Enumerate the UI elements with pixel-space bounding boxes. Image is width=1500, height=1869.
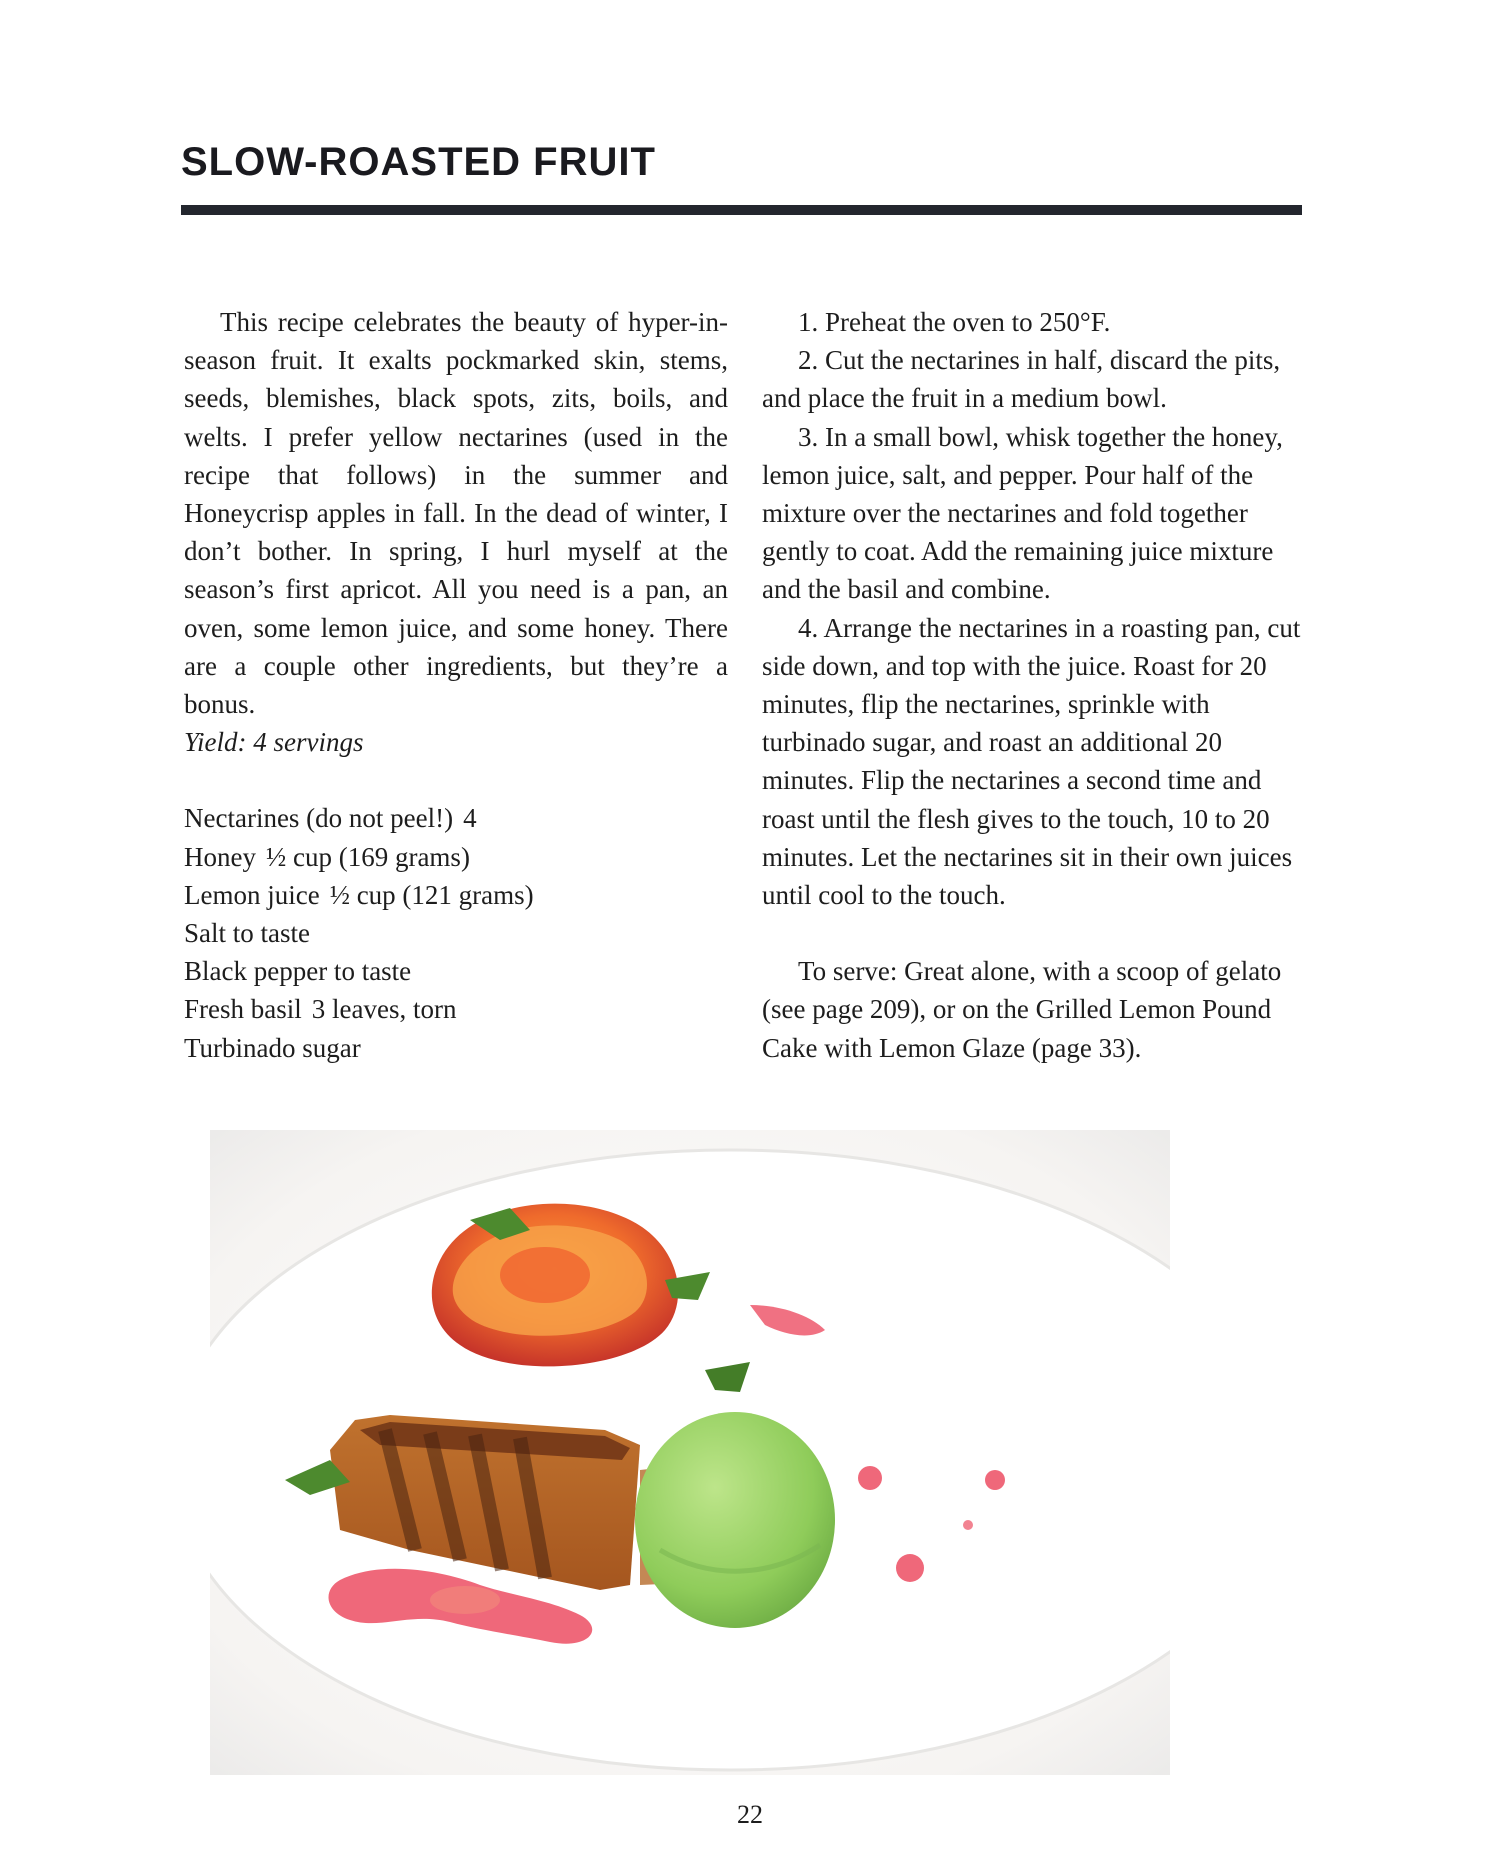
intro-paragraph: This recipe celebrates the beauty of hyper-in-season fruit. It exalts pockmarked skin, stems, seeds, blemishes, black spots, zits, boils, and welts. I prefer yellow nectarines (used in the recipe that follows) in the summer and Honeycrisp apples in fall. In the dead of winter, I don’t bother. In spring, I hurl myself at the season’s first apricot. All you need is a pan, an oven, some lemon juice, and some honey. There are a couple other ingredients, but they’re a bonus. <box>184 307 728 720</box>
right-column <box>762 303 1307 1067</box>
ingredient-name: Salt to taste <box>184 918 310 949</box>
ingredient-qty: 4 <box>463 803 477 834</box>
instruction-step: 3. In a small bowl, whisk together the honey, lemon juice, salt, and pepper. Pour half of the mixture over the nectarines and fold together gently to coat. Add the remaining juice mixture and the basil and combine. <box>762 421 1283 605</box>
basil-gelato-scoop <box>635 1412 835 1628</box>
sauce-dot <box>985 1470 1005 1490</box>
instruction-step: 4. Arrange the nectarines in a roasting pan, cut side down, and top with the juice. Roast for 20 minutes, flip the nectarines, sprinkle with turbinado sugar, and roast an additional 20 minutes. Flip the nectarines a second time and roast until the flesh gives to the touch, 10 to 20 minutes. Let the nectarines sit in their own juices until cool to the touch. <box>762 612 1301 911</box>
ingredient-qty: ½ cup (169 grams) <box>265 841 470 872</box>
ingredient-item <box>184 990 728 1028</box>
sauce-dot <box>858 1466 882 1490</box>
ingredient-name: Black pepper to taste <box>184 956 412 987</box>
ingredient-qty: 3 leaves, torn <box>311 994 457 1025</box>
ingredient-name: Lemon juice <box>184 879 320 910</box>
ingredient-item <box>184 1029 728 1067</box>
sauce-highlight <box>430 1586 500 1614</box>
title-rule <box>181 205 1302 215</box>
instruction-step: 1. Preheat the oven to 250°F. <box>798 307 1111 337</box>
ingredient-name: Turbinado sugar <box>184 1032 361 1063</box>
serving-suggestion: To serve: Great alone, with a scoop of gelato (see page 209), or on the Grilled Lemon Pound Cake with Lemon Glaze (page 33). <box>762 956 1282 1063</box>
ingredient-item <box>184 952 728 990</box>
ingredient-list <box>184 799 728 1066</box>
page-number: 22 <box>737 1800 763 1829</box>
instruction-step: 2. Cut the nectarines in half, discard the pits, and place the fruit in a medium bowl. <box>762 345 1281 414</box>
ingredient-name: Honey <box>184 841 256 872</box>
ingredient-qty: ½ cup (121 grams) <box>329 879 534 910</box>
page-title: SLOW-ROASTED FRUIT <box>181 140 656 184</box>
ingredient-item <box>184 838 728 876</box>
yield-line: Yield: 4 servings <box>184 727 364 758</box>
sauce-dot <box>963 1520 973 1530</box>
sauce-dot <box>896 1554 924 1582</box>
dish-photo <box>210 1130 1170 1775</box>
instruction-list <box>762 303 1307 914</box>
ingredient-item <box>184 799 728 837</box>
nectarine-pit-hollow <box>500 1247 590 1303</box>
ingredient-name: Nectarines (do not peel!) <box>184 803 454 834</box>
ingredient-item <box>184 914 728 952</box>
ingredient-name: Fresh basil <box>184 994 302 1025</box>
left-column <box>184 303 728 1067</box>
ingredient-item <box>184 876 728 914</box>
